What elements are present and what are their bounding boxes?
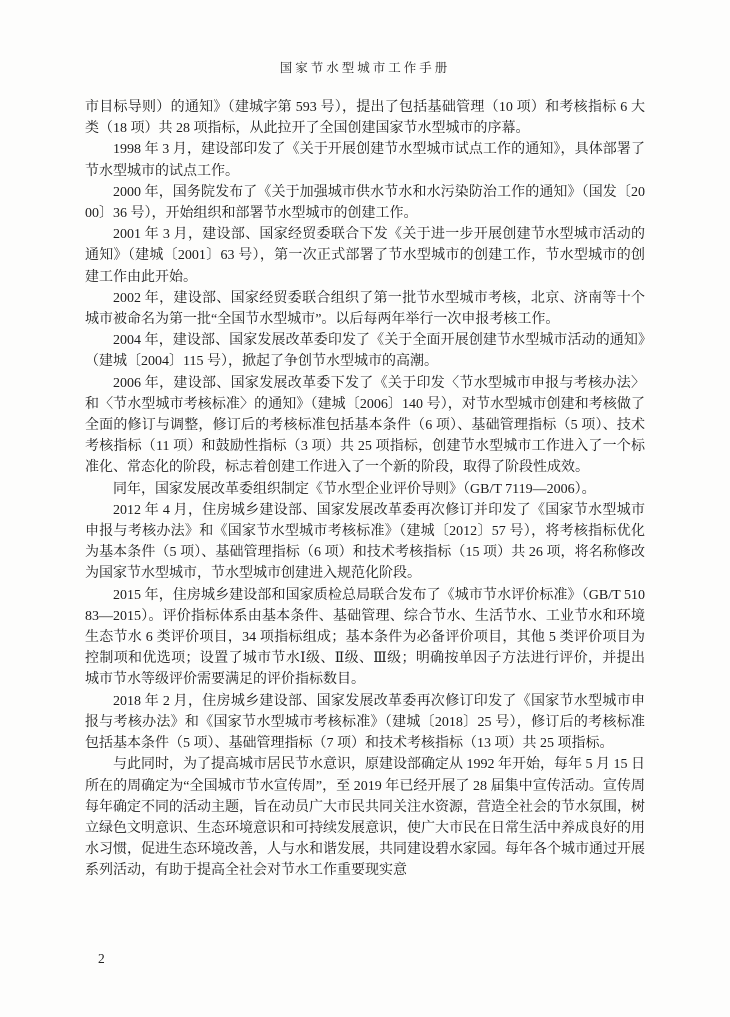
paragraph: 与此同时，为了提高城市居民节水意识，原建设部确定从 1992 年开始，每年 5 月 15 日所在的周确定为“全国城市节水宣传周”，至 2019 年已经开展了 28 届集中宣传活动。宣传周每年确定不同的活动主题，旨在动员广大市民共同关注水资源，营造全社会的节水氛围，树立绿色文明意识、生态环境意识和可持续发展意识，使广大市民在日常生活中养成良好的用水习惯，促进生态环境改善，人与水和谐发展，共同建设碧水家园。每年各个城市通过开展系列活动，有助于提高全社会对节水工作重要现实意 [85,757,645,879]
paragraph: 2015 年，住房城乡建设部和国家质检总局联合发布了《城市节水评价标准》（GB/T 51083—2015）。评价指标体系由基本条件、基础管理、综合节水、生活节水、工业节水和环境生态节水 6 类评价项目，34 项指标组成；基本条件为必备评价项目，其他 5 类评价项目为控制项和优选项；设置了城市节水Ⅰ级、Ⅱ级、Ⅲ级；明确按单因子方法进行评价，并提出城市节水等级评价需要满足的评价指标数目。 [85,587,645,688]
paragraph: 2001 年 3 月，建设部、国家经贸委联合下发《关于进一步开展创建节水型城市活动的通知》（建城〔2001〕63 号），第一次正式部署了节水型城市的创建工作，节水型城市的创建工作由此开始。 [85,227,645,285]
paragraph: 2000 年，国务院发布了《关于加强城市供水节水和水污染防治工作的通知》（国发〔2000〕36 号），开始组织和部署节水型城市的创建工作。 [85,184,645,222]
paragraph: 市目标导则）的通知》（建城字第 593 号），提出了包括基础管理（10 项）和考核指标 6 大类（18 项）共 28 项指标，从此拉开了全国创建国家节水型城市的序幕。 [85,100,645,137]
paragraph: 2006 年，建设部、国家发展改革委下发了《关于印发〈节水型城市申报与考核办法〉和〈节水型城市考核标准〉的通知》（建城〔2006〕140 号），对节水型城市创建和考核做了全面的修订与调整，修订后的考核标准包括基本条件（6 项）、基础管理指标（5 项）、技术考核指标（11 项）和鼓励性指标（3 项）共 25 项指标，创建节水型城市工作进入了一个标准化、常态化的阶段，标志着创建工作进入了一个新的阶段，取得了阶段性成效。 [85,375,645,476]
page-footer [98,951,105,967]
paragraph: 同年，国家发展改革委组织制定《节水型企业评价导则》（GB/T 7119—2006）。 [113,481,596,497]
paragraph: 2018 年 2 月，住房城乡建设部、国家发展改革委再次修订印发了《国家节水型城市申报与考核办法》和《国家节水型城市考核标准》（建城〔2018〕25 号），修订后的考核标准包括基本条件（5 项）、基础管理指标（7 项）和技术考核指标（13 项）共 25 项指标。 [85,693,645,752]
running-header: 国家节水型城市工作手册 [279,61,451,75]
paragraph: 1998 年 3 月，建设部印发了《关于开展创建节水型城市试点工作的通知》，具体部署了节水型城市的试点工作。 [85,142,645,179]
paragraph: 2002 年，建设部、国家经贸委联合组织了第一批节水型城市考核，北京、济南等十个城市被命名为第一批“全国节水型城市”。以后每两年举行一次申报考核工作。 [85,290,645,328]
page-body [85,97,645,882]
paragraph: 2004 年，建设部、国家发展改革委印发了《关于全面开展创建节水型城市活动的通知》（建城〔2004〕115 号），掀起了争创节水型城市的高潮。 [85,333,645,370]
paragraph: 2012 年 4 月，住房城乡建设部、国家发展改革委再次修订并印发了《国家节水型城市申报与考核办法》和《国家节水型城市考核标准》（建城〔2012〕57 号），将考核指标优化为基本条件（5 项）、基础管理指标（6 项）和技术考核指标（15 项）共 26 项，将名称修改为国家节水型城市，节水型城市创建进入规范化阶段。 [85,502,645,582]
page-number: 2 [98,951,105,966]
